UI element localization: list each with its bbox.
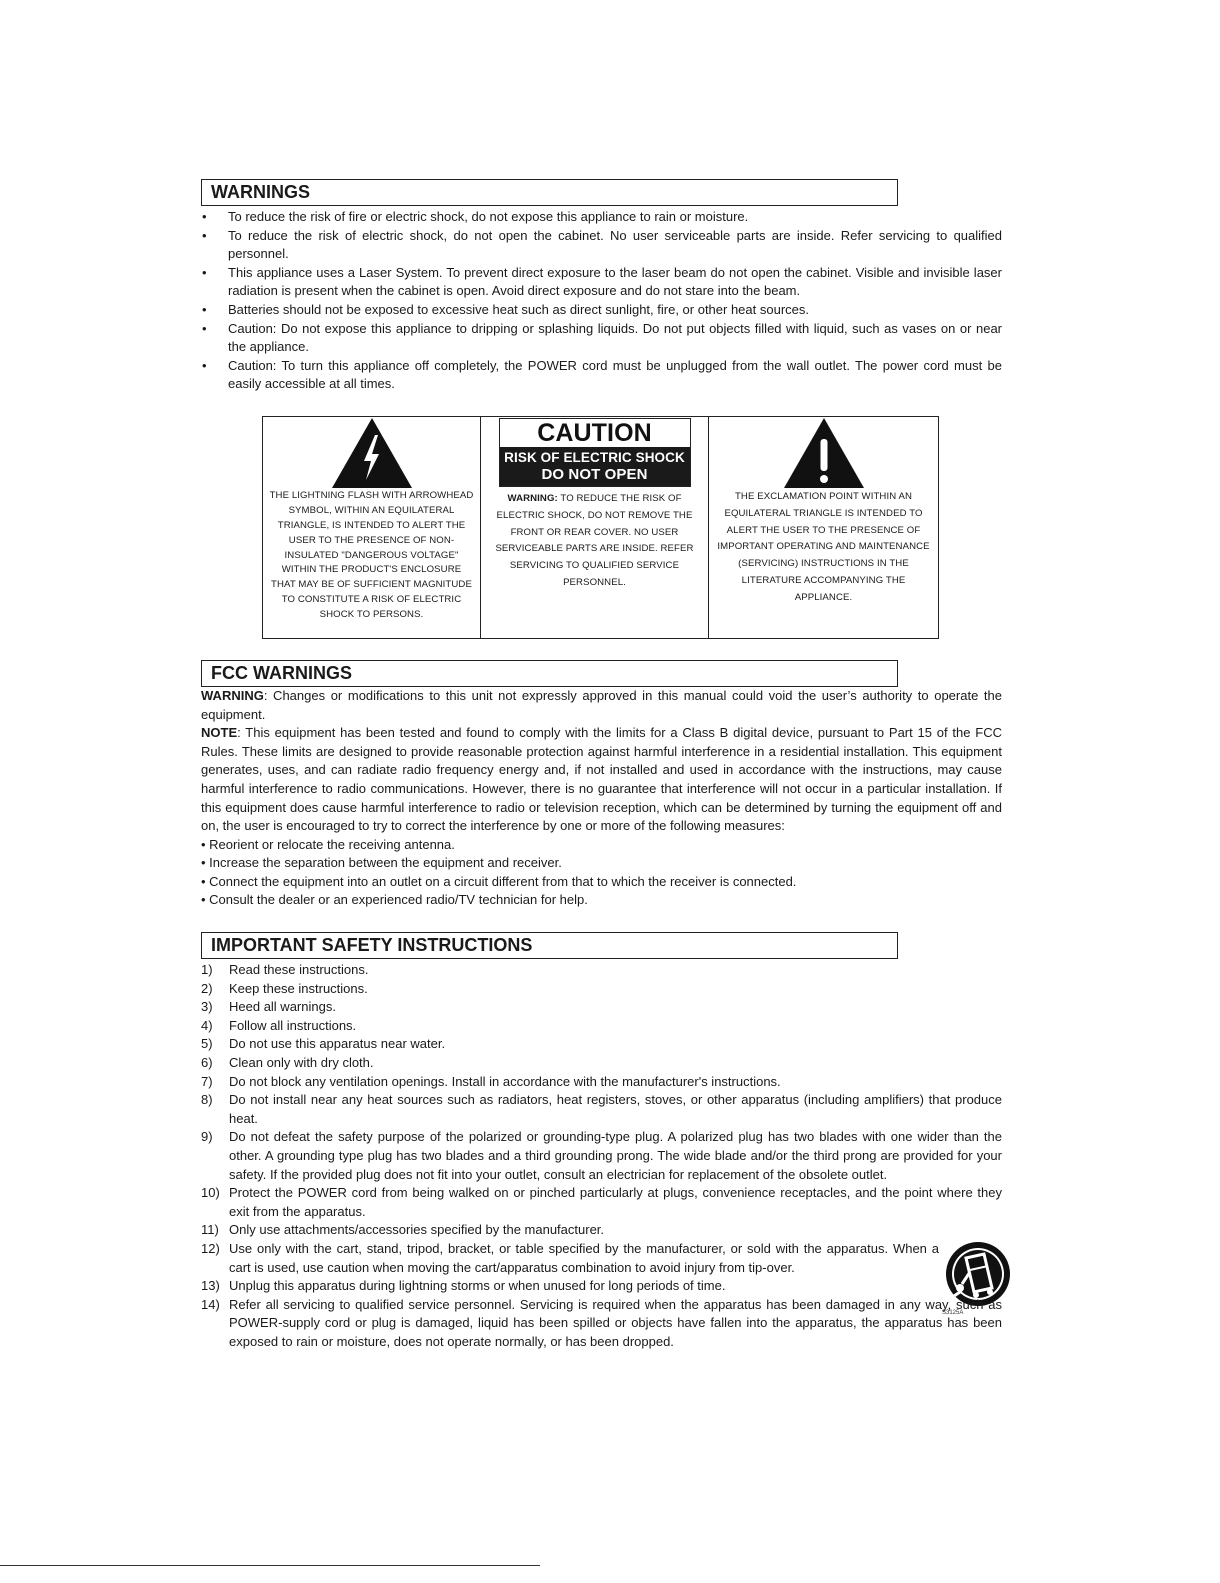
fcc-warning-paragraph: WARNING: Changes or modifications to this unit not expressly approved in this manual could void the user’s authority to operate the equipment. bbox=[201, 687, 1002, 722]
safety-section bbox=[201, 932, 1002, 1351]
safety-item: 6) Clean only with dry cloth. bbox=[201, 1055, 374, 1071]
fcc-measures-list bbox=[201, 836, 1002, 910]
caution-line-2: DO NOT OPEN bbox=[541, 465, 648, 483]
fcc-measure-item: • Reorient or relocate the receiving antenna. bbox=[201, 836, 455, 852]
safety-item: 12) Use only with the cart, stand, tripod, bracket, or table specified by the manufacturer, or sold with the apparatus. When a cart is used, use caution when moving the cart/apparatus combination to avoid injury from tip-over. S3125A bbox=[201, 1240, 1002, 1277]
warning-item: • This appliance uses a Laser System. To prevent direct exposure to the laser beam do not open the cabinet. Visible and invisible laser radiation is present when the cabinet is open. Avoid direct exposure and do not stare into the beam. bbox=[202, 264, 1002, 299]
safety-item: 1) Read these instructions. bbox=[201, 962, 369, 978]
footer-rule bbox=[0, 1565, 540, 1566]
lightning-symbol-text: THE LIGHTNING FLASH WITH ARROWHEAD SYMBOL, WITHIN AN EQUILATERAL TRIANGLE, IS INTENDED TO ALERT THE USER TO THE PRESENCE OF NON-INSULATED "DANGEROUS VOLTAGE" WITHIN THE PRODUCT'S ENCLOSURE THAT MAY BE OF SUFFICIENT MAGNITUDE TO CONSTITUTE A RISK OF ELECTRIC SHOCK TO PERSONS. bbox=[269, 489, 474, 621]
svg-text:S3125A: S3125A bbox=[942, 1309, 964, 1316]
lightning-triangle-icon bbox=[331, 417, 413, 489]
warnings-header: WARNINGS bbox=[201, 179, 898, 206]
safety-item: 5) Do not use this apparatus near water. bbox=[201, 1036, 446, 1052]
fcc-note-paragraph: NOTE: This equipment has been tested and found to comply with the limits for a Class B digital device, pursuant to Part 15 of the FCC Rules. These limits are designed to provide reasonable protection against harmful interference in a residential installation. This equipment generates, uses, and can radiate radio frequency energy and, if not installed and used in accordance with the instructions, may cause harmful interference to radio communications. However, there is no guarantee that interference will not occur in a particular installation. If this equipment does cause harmful interference to radio or television reception, which can be determined by turning the equipment off and on, the user is encouraged to try to correct the interference by one or more of the following measures: bbox=[201, 725, 1002, 834]
safety-item: 11) Only use attachments/accessories specified by the manufacturer. bbox=[201, 1222, 605, 1238]
safety-item: 7) Do not block any ventilation openings. Install in accordance with the manufacturer's instructions. bbox=[201, 1073, 781, 1089]
fcc-measure-item: • Increase the separation between the equipment and receiver. bbox=[201, 855, 562, 871]
warning-item: • To reduce the risk of fire or electric shock, do not expose this appliance to rain or moisture. bbox=[202, 209, 749, 224]
caution-panel bbox=[481, 417, 709, 638]
safety-instructions-list bbox=[201, 961, 1002, 1351]
exclamation-symbol-panel bbox=[709, 417, 938, 638]
fcc-section bbox=[201, 660, 1002, 910]
warning-item: • Caution: Do not expose this appliance to dripping or splashing liquids. Do not put objects filled with liquid, such as vases on or near the appliance. bbox=[202, 320, 1002, 355]
fcc-measure-item: • Connect the equipment into an outlet on a circuit different from that to which the receiver is connected. bbox=[201, 873, 797, 889]
caution-warning-text: WARNING: TO REDUCE THE RISK OF ELECTRIC SHOCK, DO NOT REMOVE THE FRONT OR REAR COVER. NO USER SERVICEABLE PARTS ARE INSIDE. REFER SERVICING TO QUALIFIED SERVICE PERSONNEL. bbox=[495, 492, 694, 588]
caution-line-1: RISK OF ELECTRIC SHOCK bbox=[504, 449, 685, 465]
warning-item: • Batteries should not be exposed to excessive heat such as direct sunlight, fire, or other heat sources. bbox=[202, 301, 809, 317]
warning-item: • Caution: To turn this appliance off completely, the POWER cord must be unplugged from the wall outlet. The power cord must be easily accessible at all times. bbox=[202, 357, 1002, 392]
exclamation-symbol-text: THE EXCLAMATION POINT WITHIN AN EQUILATERAL TRIANGLE IS INTENDED TO ALERT THE USER TO THE PRESENCE OF IMPORTANT OPERATING AND MAINTENANCE (SERVICING) INSTRUCTIONS IN THE LITERATURE ACCOMPANYING THE APPLIANCE. bbox=[717, 490, 930, 603]
safety-item: 8) Do not install near any heat sources such as radiators, heat registers, stoves, or other apparatus (including amplifiers) that produce heat. bbox=[201, 1092, 1002, 1126]
caution-label bbox=[499, 418, 691, 487]
safety-item: 2) Keep these instructions. bbox=[201, 980, 368, 996]
safety-item: 10) Protect the POWER cord from being walked on or pinched particularly at plugs, convenience receptacles, and the point where they exit from the apparatus. bbox=[201, 1185, 1002, 1219]
safety-item: 14) Refer all servicing to qualified service personnel. Servicing is required when the apparatus has been damaged in any way, such as POWER-supply cord or plug is damaged, liquid has been spilled or objects have fallen into the apparatus, the apparatus has been exposed to rain or moisture, does not operate normally, or has been dropped. bbox=[201, 1296, 1002, 1349]
warning-item: • To reduce the risk of electric shock, do not open the cabinet. No user serviceable parts are inside. Refer servicing to qualified personnel. bbox=[202, 227, 1002, 262]
exclamation-triangle-icon bbox=[783, 417, 865, 489]
safety-item: 13) Unplug this apparatus during lightning storms or when unused for long periods of time. bbox=[201, 1278, 726, 1294]
caution-title: CAUTION bbox=[500, 419, 690, 447]
lightning-symbol-panel bbox=[263, 417, 481, 638]
warnings-list bbox=[201, 208, 1002, 394]
manual-page bbox=[201, 179, 1002, 1352]
caution-band bbox=[500, 447, 690, 486]
safety-item: 3) Heed all warnings. bbox=[201, 999, 336, 1015]
safety-item: 9) Do not defeat the safety purpose of the polarized or grounding-type plug. A polarized plug has two blades with one wider than the other. A grounding type plug has two blades and a third grounding prong. The wide blade and/or the third prong are provided for your safety. If the provided plug does not fit into your outlet, consult an electrician for replacement of the obsolete outlet. bbox=[201, 1129, 1002, 1182]
fcc-header: FCC WARNINGS bbox=[201, 660, 898, 687]
safety-header: IMPORTANT SAFETY INSTRUCTIONS bbox=[201, 932, 898, 959]
fcc-measure-item: • Consult the dealer or an experienced radio/TV technician for help. bbox=[201, 892, 588, 908]
safety-item: 4) Follow all instructions. bbox=[201, 1017, 357, 1033]
safety-symbols-box bbox=[262, 416, 939, 639]
